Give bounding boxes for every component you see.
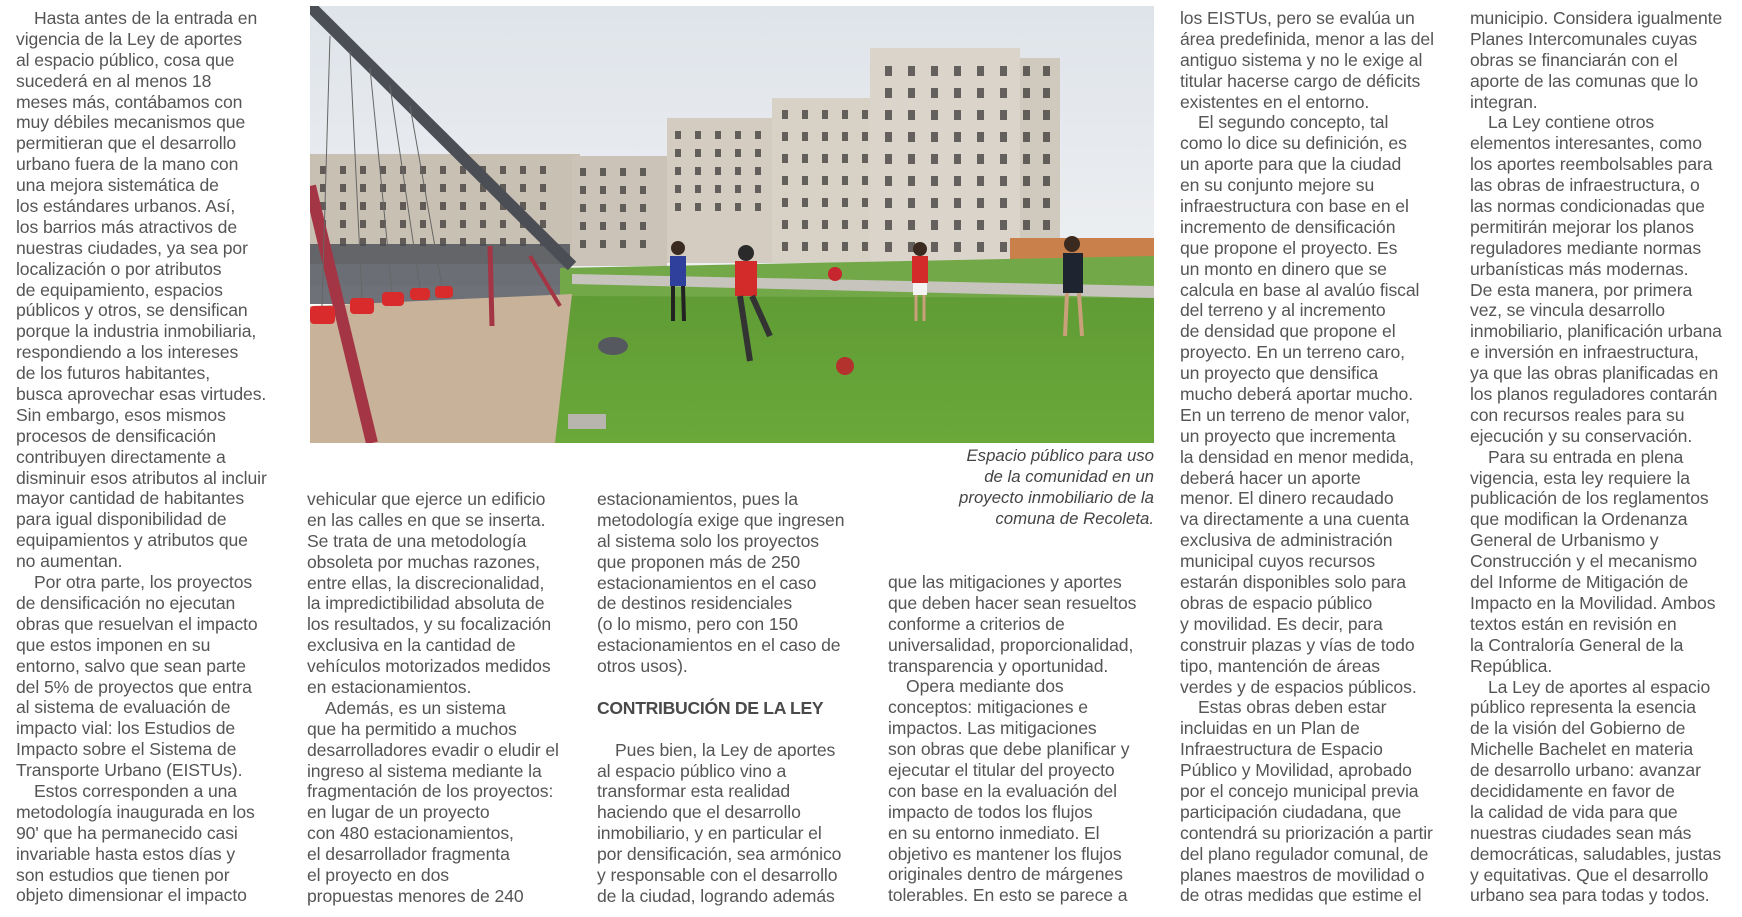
text-line: impacto de todos los flujos bbox=[888, 801, 1093, 822]
text-line: de destinos residenciales bbox=[597, 593, 793, 614]
text-line: e inversión en infraestructura, bbox=[1470, 342, 1699, 363]
text-line: que las mitigaciones y aportes bbox=[888, 572, 1122, 592]
text-line: otros usos). bbox=[597, 656, 688, 677]
text-line: originales dentro de márgenes bbox=[888, 864, 1123, 885]
text-line: con 480 estacionamientos, bbox=[307, 823, 514, 844]
text-line: porque la industria inmobiliaria, bbox=[16, 321, 257, 342]
text-line: La Ley contiene otros bbox=[1488, 112, 1655, 133]
text-line: mayor cantidad de habitantes bbox=[16, 488, 245, 509]
text-line: en lugar de un proyecto bbox=[307, 802, 490, 823]
text-line: exclusiva de administración bbox=[1180, 530, 1393, 551]
text-line: por el concejo municipal previa bbox=[1180, 780, 1419, 801]
text-line: que propone el proyecto. Es bbox=[1180, 237, 1398, 258]
text-line: República. bbox=[1470, 655, 1553, 676]
text-line: Transporte Urbano (EISTUs). bbox=[16, 760, 243, 781]
text-line: los barrios más atractivos de bbox=[16, 216, 238, 237]
text-line: Construcción y el mecanismo bbox=[1470, 551, 1698, 572]
text-line: equipamientos y atributos que bbox=[16, 530, 248, 551]
section-heading: CONTRIBUCIÓN DE LA LEY bbox=[597, 697, 824, 718]
text-line: nuestras ciudades sean más bbox=[1470, 822, 1692, 843]
text-line: un proyecto que densifica bbox=[1180, 363, 1379, 384]
text-line: en las calles en que se inserta. bbox=[307, 509, 546, 530]
text-line: sucederá en al menos 18 bbox=[16, 70, 212, 91]
text-line: contribuyen directamente a bbox=[16, 446, 226, 467]
text-line: fragmentación de los proyectos: bbox=[307, 781, 554, 802]
text-line: existentes en el entorno. bbox=[1180, 91, 1370, 112]
text-line: democráticas, saludables, justas bbox=[1470, 843, 1722, 864]
text-line: de densidad que propone el bbox=[1180, 321, 1396, 342]
text-line: localización o por atributos bbox=[16, 258, 222, 279]
text-column-2 bbox=[307, 489, 559, 907]
text-line: del 5% de proyectos que entra bbox=[16, 676, 252, 697]
text-line: son estudios que tienen por bbox=[16, 864, 230, 885]
text-line: construir plazas y vías de todo bbox=[1180, 634, 1415, 655]
text-line: La Ley de aportes al espacio bbox=[1488, 676, 1711, 697]
text-line: desarrolladores evadir o eludir el bbox=[307, 739, 559, 760]
text-line: 90' que ha permanecido casi bbox=[16, 822, 238, 843]
text-line: al espacio público, cosa que bbox=[16, 49, 235, 70]
text-line: ya que las obras planificadas en bbox=[1470, 363, 1719, 384]
text-line: menor. El dinero recaudado bbox=[1180, 488, 1394, 509]
football bbox=[836, 357, 854, 375]
text-line: El segundo concepto, tal bbox=[1198, 112, 1389, 133]
text-line: de la visión del Gobierno de bbox=[1470, 718, 1686, 739]
text-line: Público y Movilidad, aprobado bbox=[1180, 760, 1412, 781]
text-line: Además, es un sistema bbox=[325, 697, 506, 718]
text-line: municipio. Considera igualmente bbox=[1470, 8, 1723, 28]
text-line: conforme a criterios de bbox=[888, 613, 1065, 634]
text-line: transparencia y oportunidad. bbox=[888, 655, 1109, 676]
text-line: obsoleta por muchas razones, bbox=[307, 551, 540, 572]
text-line: un aporte para que la ciudad bbox=[1180, 154, 1402, 175]
text-line: contendrá su priorización a partir bbox=[1180, 822, 1433, 843]
text-line: De esta manera, por primera bbox=[1470, 279, 1693, 300]
text-line: impactos. Las mitigaciones bbox=[888, 718, 1097, 739]
text-line: incremento de densificación bbox=[1180, 216, 1396, 237]
text-line: mucho deberá aportar mucho. bbox=[1180, 384, 1413, 405]
caption-line: de la comunidad en un bbox=[984, 466, 1154, 486]
text-line: los estándares urbanos. Así, bbox=[16, 196, 236, 217]
text-line: como lo dice su definición, es bbox=[1180, 133, 1407, 154]
text-line: haciendo que el desarrollo bbox=[597, 802, 801, 823]
text-line: invariable hasta estos días y bbox=[16, 843, 236, 864]
text-line: del terreno y al incremento bbox=[1180, 300, 1386, 321]
text-line: que proponen más de 250 bbox=[597, 551, 801, 572]
text-line: estarán disponibles solo para bbox=[1180, 572, 1406, 593]
text-line: la densidad en menor medida, bbox=[1180, 446, 1414, 467]
text-line: infraestructura con base en el bbox=[1180, 196, 1409, 217]
text-line: aporte de las comunas que lo bbox=[1470, 70, 1699, 91]
text-line: el desarrollador fragmenta bbox=[307, 844, 510, 865]
text-column-1 bbox=[16, 8, 267, 906]
text-line: al sistema solo los proyectos bbox=[597, 530, 820, 551]
text-line: por densificación, sea armónico bbox=[597, 844, 842, 865]
text-line: en estacionamientos. bbox=[307, 677, 472, 698]
text-column-6 bbox=[1470, 8, 1722, 906]
text-line: y responsable con el desarrollo bbox=[597, 865, 838, 886]
text-line: metodología inaugurada en los bbox=[16, 801, 255, 822]
football bbox=[828, 267, 842, 281]
text-line: en su entorno inmediato. El bbox=[888, 822, 1100, 843]
text-line: que estos imponen en su bbox=[16, 634, 211, 655]
text-line: ingreso al sistema mediante la bbox=[307, 760, 542, 781]
text-line: elementos interesantes, como bbox=[1470, 133, 1702, 154]
text-line: ejecución y su conservación. bbox=[1470, 425, 1693, 446]
building bbox=[572, 156, 667, 266]
text-line: Sin embargo, esos mismos bbox=[16, 404, 226, 425]
text-line: General de Urbanismo y bbox=[1470, 530, 1659, 551]
text-line: del plano regulador comunal, de bbox=[1180, 843, 1429, 864]
text-line: estacionamientos, pues la bbox=[597, 489, 798, 509]
text-line: al espacio público vino a bbox=[597, 760, 787, 781]
text-line: obras que resuelvan el impacto bbox=[16, 613, 258, 634]
text-line: estacionamientos en el caso de bbox=[597, 635, 841, 656]
text-line: los aportes reembolsables para bbox=[1470, 154, 1713, 175]
text-line: públicos y otros, se densifican bbox=[16, 300, 248, 321]
text-line: y movilidad. Es decir, para bbox=[1180, 613, 1383, 634]
text-line: los EISTUs, pero se evalúa un bbox=[1180, 8, 1415, 28]
text-line: Impacto en la Movilidad. Ambos bbox=[1470, 592, 1716, 613]
text-line: del Informe de Mitigación de bbox=[1470, 572, 1689, 593]
text-line: textos están en revisión en bbox=[1470, 613, 1677, 634]
text-line: urbanísticas más modernas. bbox=[1470, 258, 1689, 279]
blank-line bbox=[597, 677, 844, 698]
text-line: planes maestros de movilidad o bbox=[1180, 864, 1425, 885]
caption-line: proyecto inmobiliario de la bbox=[959, 487, 1154, 507]
text-line: objetivo es mantener los flujos bbox=[888, 843, 1122, 864]
text-line: urbano fuera de la mano con bbox=[16, 154, 239, 175]
blank-line bbox=[597, 719, 844, 740]
text-line: En un terreno de menor valor, bbox=[1180, 404, 1410, 425]
text-line: que modifican la Ordenanza bbox=[1470, 509, 1688, 530]
photo-illustration bbox=[310, 6, 1154, 443]
text-line: universalidad, proporcionalidad, bbox=[888, 634, 1134, 655]
text-line: proyecto. En un terreno caro, bbox=[1180, 342, 1405, 363]
building-top bbox=[870, 48, 1020, 263]
text-line: tipo, mantención de áreas bbox=[1180, 655, 1380, 676]
article-photo bbox=[310, 6, 1154, 443]
text-line: Pues bien, la Ley de aportes bbox=[615, 739, 836, 760]
text-line: titular hacerse cargo de déficits bbox=[1180, 70, 1421, 91]
text-line: el proyecto en dos bbox=[307, 865, 449, 886]
text-line: incluidas en un Plan de bbox=[1180, 718, 1360, 739]
text-line: municipal cuyos recursos bbox=[1180, 551, 1376, 572]
text-line: objeto dimensionar el impacto bbox=[16, 885, 247, 906]
text-line: y equitativas. Que el desarrollo bbox=[1470, 864, 1709, 885]
text-line: procesos de densificación bbox=[16, 425, 216, 446]
text-line: urbano sea para todas y todos. bbox=[1470, 885, 1710, 906]
text-line: permitieran que el desarrollo bbox=[16, 133, 237, 154]
text-line: obras se financiarán con el bbox=[1470, 49, 1678, 70]
text-line: inmobiliario, planificación urbana bbox=[1470, 321, 1722, 342]
text-line: un proyecto que incrementa bbox=[1180, 425, 1396, 446]
text-line: inmobiliario, y en particular el bbox=[597, 823, 822, 844]
text-line: propuestas menores de 240 bbox=[307, 885, 524, 906]
text-line: la Contraloría General de la bbox=[1470, 634, 1684, 655]
text-line: Estas obras deben estar bbox=[1198, 697, 1387, 718]
text-line: las obras de infraestructura, o bbox=[1470, 175, 1700, 196]
text-column-3 bbox=[597, 489, 844, 907]
text-column-5 bbox=[1180, 8, 1434, 906]
text-line: obras de espacio público bbox=[1180, 592, 1373, 613]
text-line: área predefinida, menor a las del bbox=[1180, 28, 1434, 49]
text-line: conceptos: mitigaciones e bbox=[888, 697, 1088, 718]
text-line: de la ciudad, logrando además bbox=[597, 885, 835, 906]
text-line: Hasta antes de la entrada en bbox=[34, 8, 258, 28]
text-line: en su conjunto mejore su bbox=[1180, 175, 1375, 196]
text-column-4 bbox=[888, 572, 1136, 906]
drain-cover bbox=[568, 414, 606, 429]
text-line: los planos reguladores contarán bbox=[1470, 384, 1718, 405]
text-line: Se trata de una metodología bbox=[307, 530, 527, 551]
text-line: deberá hacer un aporte bbox=[1180, 467, 1361, 488]
text-line: son obras que debe planificar y bbox=[888, 739, 1130, 760]
text-line: no aumentan. bbox=[16, 551, 123, 572]
text-line: de densificación no ejecutan bbox=[16, 592, 236, 613]
text-line: muy débiles mecanismos que bbox=[16, 112, 246, 133]
text-line: Por otra parte, los proyectos bbox=[34, 572, 253, 593]
text-line: meses más, contábamos con bbox=[16, 91, 243, 112]
text-line: vehicular que ejerce un edificio bbox=[307, 489, 546, 509]
text-line: Michelle Bachelet en materia bbox=[1470, 739, 1694, 760]
backpack bbox=[598, 337, 628, 355]
text-line: vigencia, esta ley requiere la bbox=[1470, 467, 1690, 488]
text-line: Estos corresponden a una bbox=[34, 780, 237, 801]
text-line: ejecutar el titular del proyecto bbox=[888, 760, 1115, 781]
text-line: entorno, salvo que sean parte bbox=[16, 655, 246, 676]
text-line: (o lo mismo, pero con 150 bbox=[597, 614, 798, 635]
text-line: los resultados, y su focalización bbox=[307, 614, 552, 635]
text-line: Opera mediante dos bbox=[906, 676, 1064, 697]
caption-line: Espacio público para uso bbox=[966, 446, 1154, 465]
text-line: publicación de los reglamentos bbox=[1470, 488, 1709, 509]
text-line: que ha permitido a muchos bbox=[307, 718, 517, 739]
text-line: disminuir esos atributos al incluir bbox=[16, 467, 267, 488]
text-line: la impredictibilidad absoluta de bbox=[307, 593, 545, 614]
text-line: vez, se vincula desarrollo bbox=[1470, 300, 1665, 321]
text-line: metodología exige que ingresen bbox=[597, 509, 845, 530]
text-line: busca aprovechar esas virtudes. bbox=[16, 384, 267, 405]
text-line: reguladores mediante normas bbox=[1470, 237, 1702, 258]
text-line: con recursos reales para su bbox=[1470, 404, 1685, 425]
text-line: público representa la esencia bbox=[1470, 697, 1696, 718]
text-line: para igual disponibilidad de bbox=[16, 509, 227, 530]
text-line: calcula en base al avalúo fiscal bbox=[1180, 279, 1420, 300]
text-line: Para su entrada en plena bbox=[1488, 446, 1684, 467]
text-line: antiguo sistema y no le exige al bbox=[1180, 49, 1423, 70]
text-line: participación ciudadana, que bbox=[1180, 801, 1402, 822]
text-line: nuestras ciudades, ya sea por bbox=[16, 237, 248, 258]
text-line: una mejora sistemática de bbox=[16, 175, 219, 196]
text-line: respondiendo a los intereses bbox=[16, 342, 239, 363]
text-line: un monto en dinero que se bbox=[1180, 258, 1387, 279]
text-line: las normas condicionadas que bbox=[1470, 196, 1705, 217]
text-line: vehículos motorizados medidos bbox=[307, 656, 551, 677]
text-line: de los futuros habitantes, bbox=[16, 363, 210, 384]
text-line: permitirán mejorar los planos bbox=[1470, 216, 1694, 237]
text-line: de desarrollo urbano: avanzar bbox=[1470, 760, 1701, 781]
photo-caption bbox=[900, 446, 1154, 530]
text-line: verdes y de espacios públicos. bbox=[1180, 676, 1417, 697]
text-line: al sistema de evaluación de bbox=[16, 697, 231, 718]
caption-line: comuna de Recoleta. bbox=[995, 508, 1154, 528]
text-line: Impacto sobre el Sistema de bbox=[16, 739, 237, 760]
text-line: impacto vial: los Estudios de bbox=[16, 718, 236, 739]
text-line: transformar esta realidad bbox=[597, 781, 791, 802]
text-line: va directamente a una cuenta bbox=[1180, 509, 1410, 530]
text-line: que deben hacer sean resueltos bbox=[888, 592, 1137, 613]
text-line: Planes Intercomunales cuyas bbox=[1470, 28, 1698, 49]
text-line: decididamente en favor de bbox=[1470, 780, 1675, 801]
text-line: de equipamiento, espacios bbox=[16, 279, 223, 300]
text-line: tolerables. En esto se parece a bbox=[888, 885, 1128, 906]
text-line: estacionamientos en el caso bbox=[597, 572, 817, 593]
text-line: vigencia de la Ley de aportes bbox=[16, 28, 242, 49]
text-line: de otras medidas que estime el bbox=[1180, 885, 1422, 906]
text-line: Infraestructura de Espacio bbox=[1180, 739, 1383, 760]
swing-leg bbox=[490, 246, 492, 326]
text-line: entre ellas, la discrecionalidad, bbox=[307, 572, 545, 593]
text-line: integran. bbox=[1470, 91, 1538, 112]
text-line: la calidad de vida para que bbox=[1470, 801, 1678, 822]
text-line: exclusiva en la cantidad de bbox=[307, 635, 516, 656]
text-line: con base en la evaluación del bbox=[888, 780, 1117, 801]
